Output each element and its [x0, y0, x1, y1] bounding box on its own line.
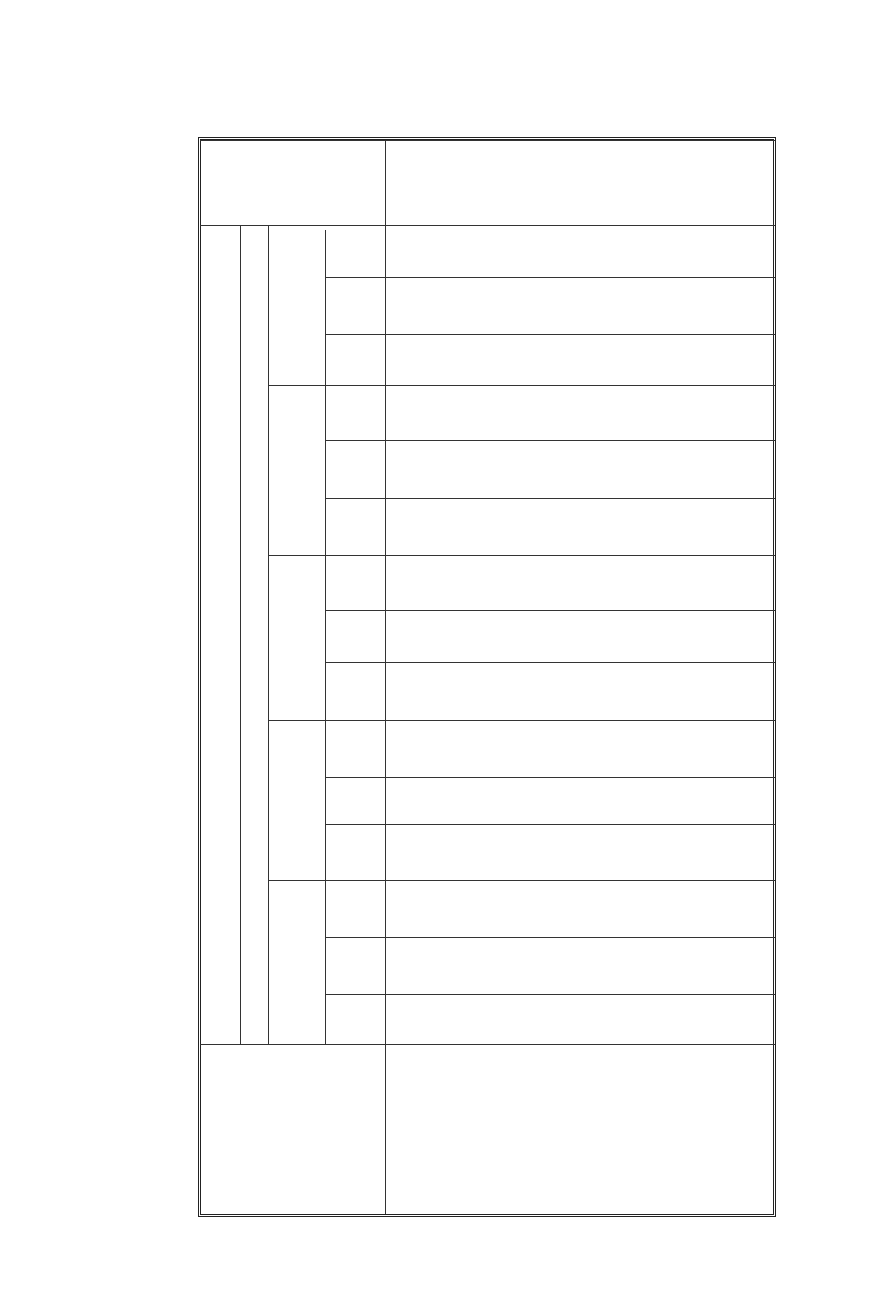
subcolumn-rule: [325, 277, 775, 278]
subcolumn-rule: [325, 994, 775, 995]
grade-header-0: [295, 925, 309, 1005]
table-title: [67, 626, 93, 826]
unit-label-fifth_fang: [404, 290, 416, 320]
unit-label-first_kuko: [404, 1007, 416, 1037]
subcolumn-rule: [325, 610, 775, 611]
subheader-fifth_kuko: [340, 335, 354, 389]
table-subtitle: [112, 274, 138, 1054]
subheader-fourth_total: [340, 384, 354, 438]
unit-label-fourth_kuko: [404, 512, 416, 542]
unit-label-first_total: [404, 893, 416, 923]
grade-header-1: [295, 768, 309, 848]
unit-label-second_fang: [404, 793, 416, 823]
grade-heading: [255, 532, 269, 732]
top-rule: [200, 140, 775, 141]
unit-label-second_total: [404, 730, 416, 760]
subheader-third_kuko: [340, 663, 354, 717]
footnote-a: [198, 930, 212, 1290]
grade-header-2: [295, 598, 309, 678]
unit-label-third_total: [404, 567, 416, 597]
circle-heading: [226, 502, 240, 762]
subheader-second_total: [340, 718, 354, 772]
unit-label-third_kuko: [404, 675, 416, 705]
subcolumn-rule: [325, 824, 775, 825]
subheader-fourth_fang: [335, 448, 359, 502]
subheader-fifth_fang: [335, 283, 359, 337]
table-frame: [198, 137, 776, 1217]
circle-underline: [240, 225, 241, 1045]
unit-label-first_fang: [404, 950, 416, 980]
subheader-second_fang: [335, 786, 359, 840]
grade-header-4: [295, 265, 309, 345]
subcolumn-rule: [325, 662, 775, 663]
unit-label-fourth_fang: [404, 455, 416, 485]
subheader-first_kuko: [340, 995, 354, 1049]
subheader-fourth_kuko: [340, 500, 354, 554]
unit-label-fourth_total: [404, 396, 416, 426]
subheader-third_fang: [335, 616, 359, 670]
subheader-fifth_total: [340, 221, 354, 275]
subheader-third_total: [340, 555, 354, 609]
total-column-header: [293, 152, 307, 212]
subcolumn-rule: [325, 777, 775, 778]
unit-label-grand: [404, 165, 416, 195]
subcolumn-rule: [325, 440, 775, 441]
subcolumn-rule: [325, 334, 775, 335]
subheader-divider: [325, 230, 326, 1045]
subcolumn-rule: [325, 937, 775, 938]
grade-header-3: [295, 430, 309, 510]
subheader-first_total: [340, 881, 354, 935]
subcolumn-rule: [325, 498, 775, 499]
units-note: [143, 553, 157, 753]
subheader-first_fang: [335, 943, 359, 997]
total-column-rule: [200, 225, 775, 226]
unit-label-second_kuko: [404, 837, 416, 867]
year-column-rule: [200, 1044, 775, 1045]
unit-label-third_fang: [404, 623, 416, 653]
unit-label-fifth_total: [404, 233, 416, 263]
footnote-b: [146, 1102, 160, 1222]
unit-label-fifth_kuko: [404, 347, 416, 377]
header-bottom-rule: [385, 140, 386, 1214]
